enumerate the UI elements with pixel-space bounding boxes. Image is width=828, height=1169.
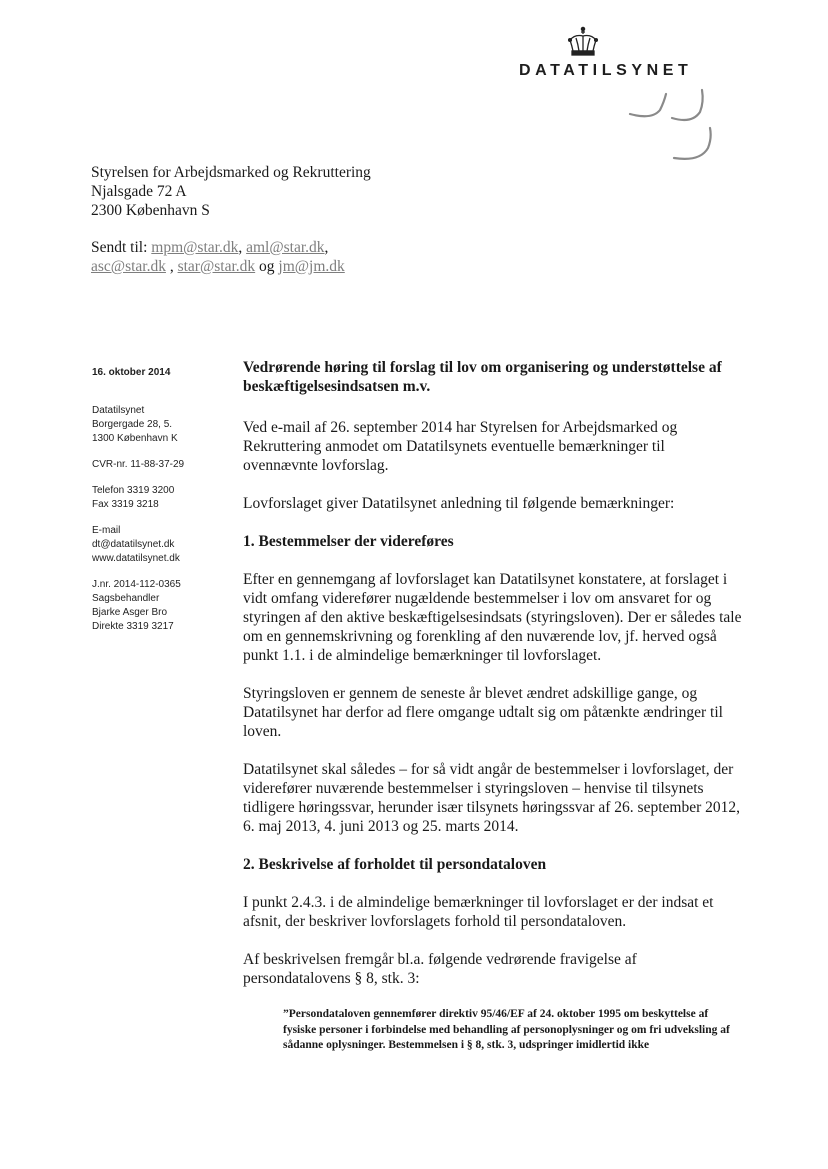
sender-name: Datatilsynet [92, 405, 145, 416]
recipient-street: Njalsgade 72 A [91, 183, 187, 200]
letter-body [243, 358, 743, 1054]
sender-address [92, 404, 232, 446]
logo-wordmark: DATATILSYNET [519, 62, 693, 79]
phone-block [92, 484, 232, 512]
separator: , [238, 239, 247, 256]
letter-subject: Vedrørende høring til forslag til lov om organisering og understøttelse af beskæftigelsesindsatsen m.v. [243, 359, 722, 395]
paragraph-section2-b: Af beskrivelsen fremgår bl.a. følgende vedrørende fravigelse af persondatalovens § 8, stk. 3: [243, 951, 637, 987]
recipient-city: 2300 København S [91, 202, 210, 219]
sender-sidebar [92, 366, 232, 646]
paragraph-section1-c: Datatilsynet skal således – for så vidt angår de bestemmelser i lovforslaget, der viderefører nuværende bestemmelser i styringsloven – henvise til tilsynets tidligere høringssvar, herunder især tilsynets høringssvar af 26. september 2012, 6. maj 2013, 4. juni 2013 og 25. marts 2014. [243, 761, 740, 835]
email-link-star[interactable]: star@star.dk [177, 258, 256, 275]
paragraph-section1-b: Styringsloven er gennem de seneste år blevet ændret adskillige gange, og Datatilsynet har derfor ad flere omgange udtalt sig om påtænkte ændringer til loven. [243, 685, 723, 740]
separator: , [324, 239, 329, 256]
sender-website[interactable]: www.datatilsynet.dk [92, 553, 180, 564]
email-link-asc[interactable]: asc@star.dk [91, 258, 166, 275]
sender-city: 1300 København K [92, 433, 178, 444]
letter-date: 16. oktober 2014 [92, 367, 171, 378]
sender-email[interactable]: dt@datatilsynet.dk [92, 539, 175, 550]
paragraph-section2-a: I punkt 2.4.3. i de almindelige bemærkninger til lovforslaget er der indsat et afsnit, der beskriver lovforslagets forhold til persondataloven. [243, 894, 714, 930]
email-link-mpm[interactable]: mpm@star.dk [151, 239, 239, 256]
section-heading-2: 2. Beskrivelse af forholdet til persondataloven [243, 856, 547, 873]
sent-to-line [91, 238, 471, 276]
case-block [92, 578, 232, 634]
email-label: E-mail [92, 525, 121, 536]
sent-to-label: Sendt til: [91, 239, 148, 256]
recipient-address [91, 163, 371, 220]
case-handler-label: Sagsbehandler [92, 593, 160, 604]
phone-number: Telefon 3319 3200 [92, 485, 175, 496]
email-link-aml[interactable]: aml@star.dk [246, 239, 325, 256]
separator: og [255, 258, 279, 275]
case-handler-name: Bjarke Asger Bro [92, 607, 168, 618]
paragraph-section1-a: Efter en gennemgang af lovforslaget kan Datatilsynet konstatere, at forslaget i vidt omfang viderefører nugældende bestemmelser i lov om ansvaret for og styringen af den aktive beskæftigelsesindsats (styringsloven). Der er således tale om en gennemskrivning og forenkling af den nuværende lov, jf. herved også punkt 1.1. i de almindelige bemærkninger til lovforslaget. [243, 571, 742, 664]
contact-block [92, 524, 232, 566]
recipient-name: Styrelsen for Arbejdsmarked og Rekruttering [91, 164, 371, 181]
journal-number: J.nr. 2014-112-0365 [92, 579, 181, 590]
sender-street: Borgergade 28, 5. [92, 419, 173, 430]
email-link-jm[interactable]: jm@jm.dk [278, 258, 345, 275]
paragraph-intro: Ved e-mail af 26. september 2014 har Styrelsen for Arbejdsmarked og Rekruttering anmodet om Datatilsynets eventuelle bemærkninger til ovennævnte lovforslag. [243, 419, 678, 474]
handwritten-initials [612, 84, 724, 168]
fax-number: Fax 3319 3218 [92, 499, 159, 510]
separator: , [165, 258, 178, 275]
section-heading-1: 1. Bestemmelser der videreføres [243, 533, 454, 550]
crown-icon [565, 26, 601, 60]
paragraph-remarks: Lovforslaget giver Datatilsynet anledning til følgende bemærkninger: [243, 495, 675, 512]
quoted-text: ”Persondataloven gennemfører direktiv 95/46/EF af 24. oktober 1995 om beskyttelse af fysiske personer i forbindelse med behandling af personoplysninger og om fri udveksling af sådanne oplysninger. Bestemmelsen i § 8, stk. 3, udspringer imidlertid ikke [283, 1008, 730, 1051]
direct-phone: Direkte 3319 3217 [92, 621, 174, 632]
cvr-number: CVR-nr. 11-88-37-29 [92, 459, 185, 470]
